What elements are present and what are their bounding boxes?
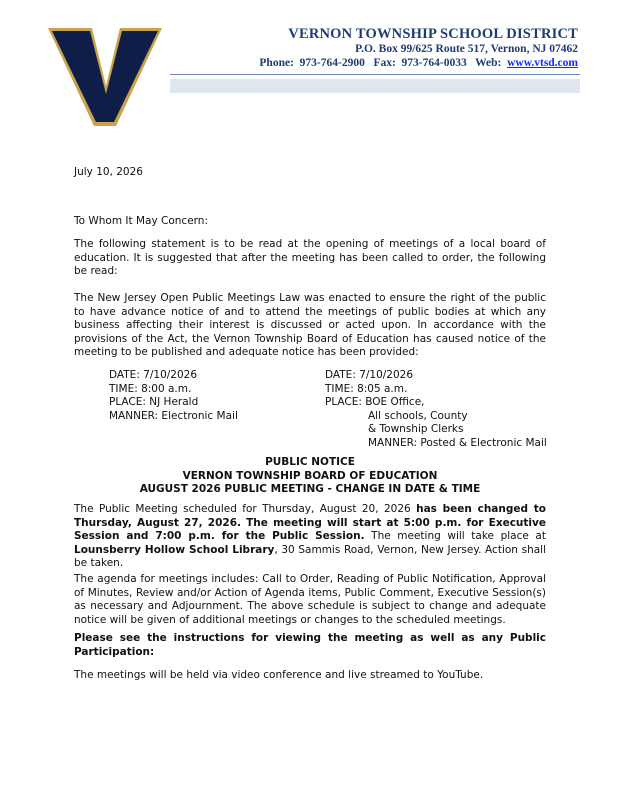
intro-paragraph: The following statement is to be read at the opening of meetings of a local board of education. It is suggested that after the meeting has been called to order, the following be read: xyxy=(74,238,546,277)
letter-date: July 10, 2026 xyxy=(74,166,143,178)
change-highlight: has been changed to Thursday, August 27, 2026. The meeting will start at 5:00 p.m. for Executive Session and 7:00 p.m. for the Public Session. xyxy=(74,503,546,542)
notice-heading-line1: PUBLIC NOTICE xyxy=(265,456,355,468)
notice-place-line2: All schools, County xyxy=(368,409,468,422)
contact-numbers: Phone: 973-764-2900 Fax: 973-764-0033 Web: xyxy=(259,57,508,69)
meeting-location: Lounsberry Hollow School Library xyxy=(74,543,275,556)
notice-time: TIME: 8:00 a.m. xyxy=(109,382,192,395)
district-logo xyxy=(46,22,164,130)
district-contact xyxy=(259,57,578,69)
agenda-paragraph: The agenda for meetings includes: Call to Order, Reading of Public Notification, Approval of Minutes, Review and/or Action of Agenda items, Public Comment, Executive Session(s) as necessary and Adjournment. The above schedule is subject to change and adequate notice will be given of additional meetings or changes to the scheduled meetings. xyxy=(74,573,546,626)
salutation: To Whom It May Concern: xyxy=(74,215,208,227)
notice-manner: MANNER: Electronic Mail xyxy=(109,409,238,422)
notice-date: DATE: 7/10/2026 xyxy=(325,369,414,381)
notice-block-herald xyxy=(109,369,238,423)
notice-place-line3: & Township Clerks xyxy=(368,423,464,435)
meeting-change-paragraph xyxy=(74,503,546,571)
change-text: The meeting will take place at xyxy=(364,530,546,542)
notice-place: PLACE: BOE Office, xyxy=(325,396,425,408)
district-address: P.O. Box 99/625 Route 517, Vernon, NJ 07462 xyxy=(355,43,578,55)
notice-heading-line3: AUGUST 2026 PUBLIC MEETING - CHANGE IN DATE & TIME xyxy=(139,483,481,495)
letterhead-rule xyxy=(170,74,580,75)
district-name: VERNON TOWNSHIP SCHOOL DISTRICT xyxy=(288,26,578,42)
notice-date: DATE: 7/10/2026 xyxy=(109,369,198,381)
change-text: The Public Meeting scheduled for Thursday, August 20, 2026 xyxy=(74,503,417,515)
notice-heading-line2: VERNON TOWNSHIP BOARD OF EDUCATION xyxy=(182,469,438,482)
notice-manner: MANNER: Posted & Electronic Mail xyxy=(368,436,547,449)
notice-place: PLACE: NJ Herald xyxy=(109,396,199,408)
change-text: , 30 Sammis Road, Vernon, New Jersey. Action shall be taken. xyxy=(74,543,546,569)
notice-time: TIME: 8:05 a.m. xyxy=(325,382,408,395)
closing-line: The meetings will be held via video conference and live streamed to YouTube. xyxy=(74,669,484,681)
notice-heading xyxy=(74,456,546,497)
website-link[interactable]: www.vtsd.com xyxy=(507,57,578,69)
law-statement: The New Jersey Open Public Meetings Law was enacted to ensure the right of the public to have advance notice of and to attend the meetings of public bodies at which any business affecting their interest is discussed or acted upon. In accordance with the provisions of the Act, the Vernon Township Board of Education has caused notice of the meeting to be published and adequate notice has been provided: xyxy=(74,292,546,358)
letterhead-bar xyxy=(170,79,580,93)
instructions-heading: Please see the instructions for viewing the meeting as well as any Public Participation: xyxy=(74,632,546,658)
notice-block-posted xyxy=(325,369,547,450)
